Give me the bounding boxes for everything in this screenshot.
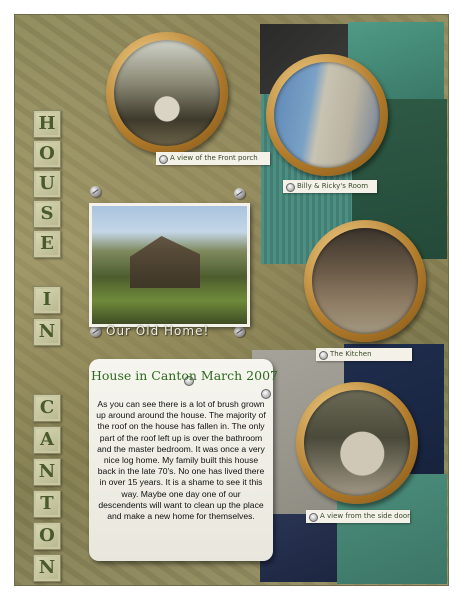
pin-icon bbox=[286, 183, 295, 192]
title-letter: O bbox=[33, 140, 61, 168]
photo-side-door bbox=[304, 390, 410, 496]
title-letter: T bbox=[33, 490, 61, 518]
journal-title: House in Canton March 2007 bbox=[91, 368, 278, 383]
house-silhouette bbox=[130, 236, 200, 288]
title-letter: N bbox=[33, 458, 61, 486]
bolt-icon bbox=[90, 186, 101, 197]
photo-frame-side-door bbox=[296, 382, 418, 504]
title-letter: C bbox=[33, 394, 61, 422]
journal-box bbox=[89, 359, 278, 561]
bolt-icon bbox=[234, 188, 245, 199]
pin-icon bbox=[319, 351, 328, 360]
photo-frame-kitchen bbox=[304, 220, 426, 342]
title-letter: E bbox=[33, 230, 61, 258]
caption-side-door: A view from the side door bbox=[306, 510, 410, 523]
title-letter: N bbox=[33, 318, 61, 346]
photo-kitchen bbox=[312, 228, 418, 334]
title-letter: H bbox=[33, 110, 61, 138]
caption-room: Billy & Ricky's Room bbox=[283, 180, 377, 193]
title-letter: I bbox=[33, 286, 61, 314]
photo-front-porch bbox=[114, 40, 220, 146]
photo-room bbox=[274, 62, 380, 168]
photo-frame-room bbox=[266, 54, 388, 176]
pin-icon bbox=[309, 513, 318, 522]
bolt-icon bbox=[90, 326, 101, 337]
photo-frame-front-porch bbox=[106, 32, 228, 154]
caption-kitchen: The Kitchen bbox=[316, 348, 412, 361]
title-letter: O bbox=[33, 522, 61, 550]
journal-text: As you can see there is a lot of brush grown up around around the house. The majority of the roof on the house has fallen in. The only part of the roof left up is over the bathroom and the master bedroom. It was once a very nice log home. My family built this house back in the late 70's. No one has lived there in over 15 years. It is a shame to see it this way. Maybe one day one of our descendents will want to clean up the place and make a new home for themselves. bbox=[96, 399, 266, 522]
title-letter: A bbox=[33, 426, 61, 454]
title-letter: N bbox=[33, 554, 61, 582]
main-photo-caption: Our Old Home! bbox=[106, 324, 210, 338]
title-letter: U bbox=[33, 170, 61, 198]
pin-icon bbox=[159, 155, 168, 164]
scrapbook-page bbox=[14, 14, 449, 586]
caption-front-porch: A view of the Front porch bbox=[156, 152, 270, 165]
bolt-icon bbox=[234, 326, 245, 337]
main-house-photo bbox=[89, 203, 250, 327]
pin-icon bbox=[261, 389, 271, 399]
title-letter: S bbox=[33, 200, 61, 228]
